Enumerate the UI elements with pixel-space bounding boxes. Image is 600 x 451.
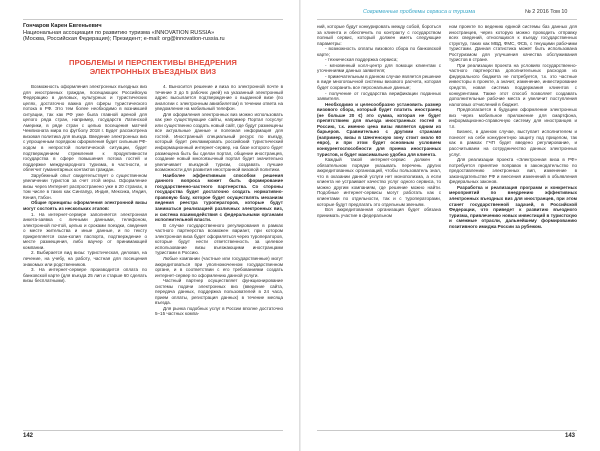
right-page [301,0,600,451]
paragraph: Зарубежный опыт свидетельствует о существенном увеличении туристов за счет этой меры. Оформление визы через Интернет распространено уже в 20 странах, в том числе в таких как Сингапур, Индия, Мексика, Индия, Кения, Габон. [23,172,147,200]
paragraph: Вся аккредитованная организация будет обязана принимать участие в федеральном [317,207,441,218]
author-affiliation-contact: (Москва, Российская Федерация); Президент; e-mail: org@innovation-russia.ru [23,36,225,43]
paragraph-bold-lead: Общие принципы оформления электронной визы могут состоять из нескольких этапов: [23,200,147,212]
header-rule [317,19,577,20]
paragraph: В случае государственного регулирования в рамках частного партнерства возможен вариант, при котором электронная виза будет оформляться через туроператоров, которые будут нести ответственность за целевое использование визы въезжающими иностранцами туристами в Россию. [155,222,283,256]
paragraph: Возможность оформления электронных въездных виз для иностранных граждан, посещающих Российскую Федерацию в деловых, культурных и туристических целях, достаточно важна для сферы туристического потока в РФ. Это тем более необходимо в возникшей ситуации, так как РФ уже была главной ареной для целого ряда стран, например, государств Латинской Америки, в ряде стран с целью посещения матчей Чемпионата мира по футболу 2018 г. Будет рассмотрена визовая политика для въезда. Введение электронных виз с упрощенным порядком оформления будет сильным РФ-ходом в непростой политической ситуации, будет подтверждением стремления к продуктивности государства в сфере повышения потока гостей и поддержке международного туризма, в частности, и облегчит гуманитарных контактов граждан. [23,84,147,173]
article-title-line-2: ЭЛЕКТРОННЫХ ВЪЕЗДНЫХ ВИЗ [89,67,217,77]
page-number-right: 143 [565,433,576,439]
text-column-1 [23,84,147,428]
author-block [23,23,283,43]
list-item: - возможность оплаты визового сбора по банковской карте; [317,46,441,57]
text-column-2 [155,84,283,428]
paragraph: Для реализации проекта «Электронная виза в РФ» потребуется принятие поправок в законодательство по предоставлению электронных вип, изменение в законодательстве РФ и внесения изменений в объявления федеральных законов. [449,157,577,185]
paragraph: Для рынка подобных услуг в России вполне достаточно 5–15 частных компа- [155,305,283,317]
paragraph: Любые компании (частные или государственные) могут аккредитоваться при уполномоченном государственном органе, и в соответствии с его требованиями создать интернет-сервер по оформлению данной услуги. [155,255,283,278]
paragraph: 4. Выносится решение и виза по электронной почте в течение 3 до 5 рабочих дней) на указанный электронный адрес высылается подтверждение о выданной визе (по аналогии с электронным авиабилетом) в течении ответа на уведомление на мобильный телефон. [155,84,283,112]
article-title-line-1: ПРОБЛЕМЫ И ПЕРСПЕКТИВЫ ВНЕДРЕНИЯ [69,58,237,67]
paragraph: Бизнес, в данном случае, выступает исполнителем и понесет на себе конкурентную защиту под прицелом, так как в рамках ГЧП будет введено регулирование, и рассчитываем на сотрудничество данных электронных услуг. [449,129,577,157]
paragraph: Для оформления электронных виз можно использовать как уже существующие сайты, например Портал госуслуг или существенно создать новый сайт, где будут размещены все актуальные данные и полезная информация для гостей. Иностранный специальный ресурс по въезду, который будет рекламировать российский туристический информационный интернет-сервер, на базе которого будет размещена быть бы сделан портал, общение иностранцев, создание новый многоязычный портал будет значительно увеличивает въездной туризм, создавать лучшие возможности для развития иностранной визовой политики. [155,111,283,173]
author-affiliation: Национальная ассоциация по развитию туризма «INNOVATION RUSSIA» [23,29,215,36]
paragraph: ном проекте по ведению единой системы баз данных для иностранцев, через которую можно проводить отправку всех сведений, относящихся к въезду государственных структур, таких как МВД, ФМС, ФСБ, с текущими рабочими туристами. Данная статистика может быть использована Ростуризмом для улучшения качества обслуживания туристов в стране. [449,24,577,63]
text-column-4 [449,24,577,428]
footer-rule [317,430,577,431]
paragraph-bold-lead: Необходимо и целесообразно установить размер визового сбора, который будет платить иностранец (не больше 20 €) это сумма, которая не будет препятствием для въезда иностранных гостей в Россию, т.к. именно цена визы является одним из барьеров. Сравнительно с другими странами (например, визы в Шенгенскую зону стоит около 60 евро), и при этом будет основным условием конкурентоспособности для приема иностранных туристов, и будет максимально удобна для клиента. [317,101,441,157]
article-title [23,58,283,76]
left-page [0,0,299,451]
header-rule [23,19,283,20]
list-item: - мгновенный колл-центр для помощи клиентам с уточнениями данных заявителя; [317,62,441,74]
list-item: - техническая поддержка сервиса; [325,57,398,63]
paragraph: 2. Выбирается вид визы: туристическая, деловая, на лечение, на учебу, на работу, частная для посещения знакомых или родственников. [23,250,147,267]
running-header-journal: Современные проблемы сервиса и туризма [363,9,476,15]
list-item: - получение от государства верификации поданных заявителя. [317,90,441,102]
author-name: Гончаров Карен Евгеньевич [23,23,102,29]
paragraph: 3. На интернет-сервере производится оплата по банковской карте (для въезда 25 лип и старше 60 сделать визы бесплатными). [23,267,147,284]
text-column-3 [317,24,441,428]
footer-rule [23,430,283,431]
paragraph-bold-lead: Наиболее эффективным способом решения данного вопроса может быть формирование государственно-частного партнерства. Со стороны государства будет достаточно создать нормативно-правовую базу, которое будет осуществлять механизм ведения реестра туроператоров, которые будут заниматься реализацией различных электронных виз, и система взаимодействия с федеральными органами исполнительной власти. [155,172,283,223]
paragraph: Каждый такой интернет-сервис должен в обязательном порядке указывать перечень других аккредитованных организаций, чтобы пользователь знал, что в оказании данной услуги нет монополизма, а если клиента не устраивает качество услуг одного сервиса, то можно другим компаниям, где решение можно найти. Подобные интернет-сервисы могут работать как с клиентами по отдельности, так и с туроператорами, которые будут предлагать это отдельным звеньям. [317,157,441,207]
running-header-issue: № 2 2016 Том 10 [525,9,568,15]
paragraph: При реализации проекта на условиях государственно-частного партнерства дополнительных расходов из федерального бюджета не потребуется, т.к. это частные инвесторы в проекте, а значит, изменение, инвестирование средств, новая система поддержания клиентов с конкурентами. Также этот способ позволяет создавать дополнительные рабочие места и увеличит поступления налоговых отчислений в бюджет. [449,62,577,107]
paragraph: Частный партнер осуществляет функционирование системы подачи электронных виз (введение сайта, передача данных, поддержка пользователей в 24 часа, прием оплаты, регистрация данных) в течение месяца въезда. [155,278,283,306]
paragraph: 1. На интернет-сервере заполняется электронная анкета-заявка с личными данными, телефоном, электронной почтой, целью и сроками поездки, сведения о месте жительства и иные данные, и по тексту прикрепляется скан-копия паспорта, подтверждение о месте размещения, либо ваучер от принимающей компании. [23,211,147,250]
paragraph-bold-conclusion: Разработка и реализация программ и конкретных мероприятий по внедрению эффективных электронных въездных виз для иностранцев, при этом станет государственной задачей, в Российской Федерации, что приведет к развитию въездного туризма, привлечению новых инвестиций в туристскую и смежные отрасли, дальнейшему формированию позитивного имиджа России за рубежом. [449,184,577,229]
page-number-left: 142 [23,433,34,439]
list-item: - примечательным в данном случае является решение в виде многоязычной системы визового расчета, которая будет сохранить все персональные данные; [317,73,441,91]
paragraph: ний, которые будут конкурировать между собой, бороться за клиента и обеспечить по контракту с государством полный сервис, который должен иметь следующие параметры: [317,24,441,46]
paragraph: Предполагается в будущем оформление электронных виз через мобильное приложение для смартфона, информационно-справочную систему для иностранцев и т.п. [449,107,577,129]
